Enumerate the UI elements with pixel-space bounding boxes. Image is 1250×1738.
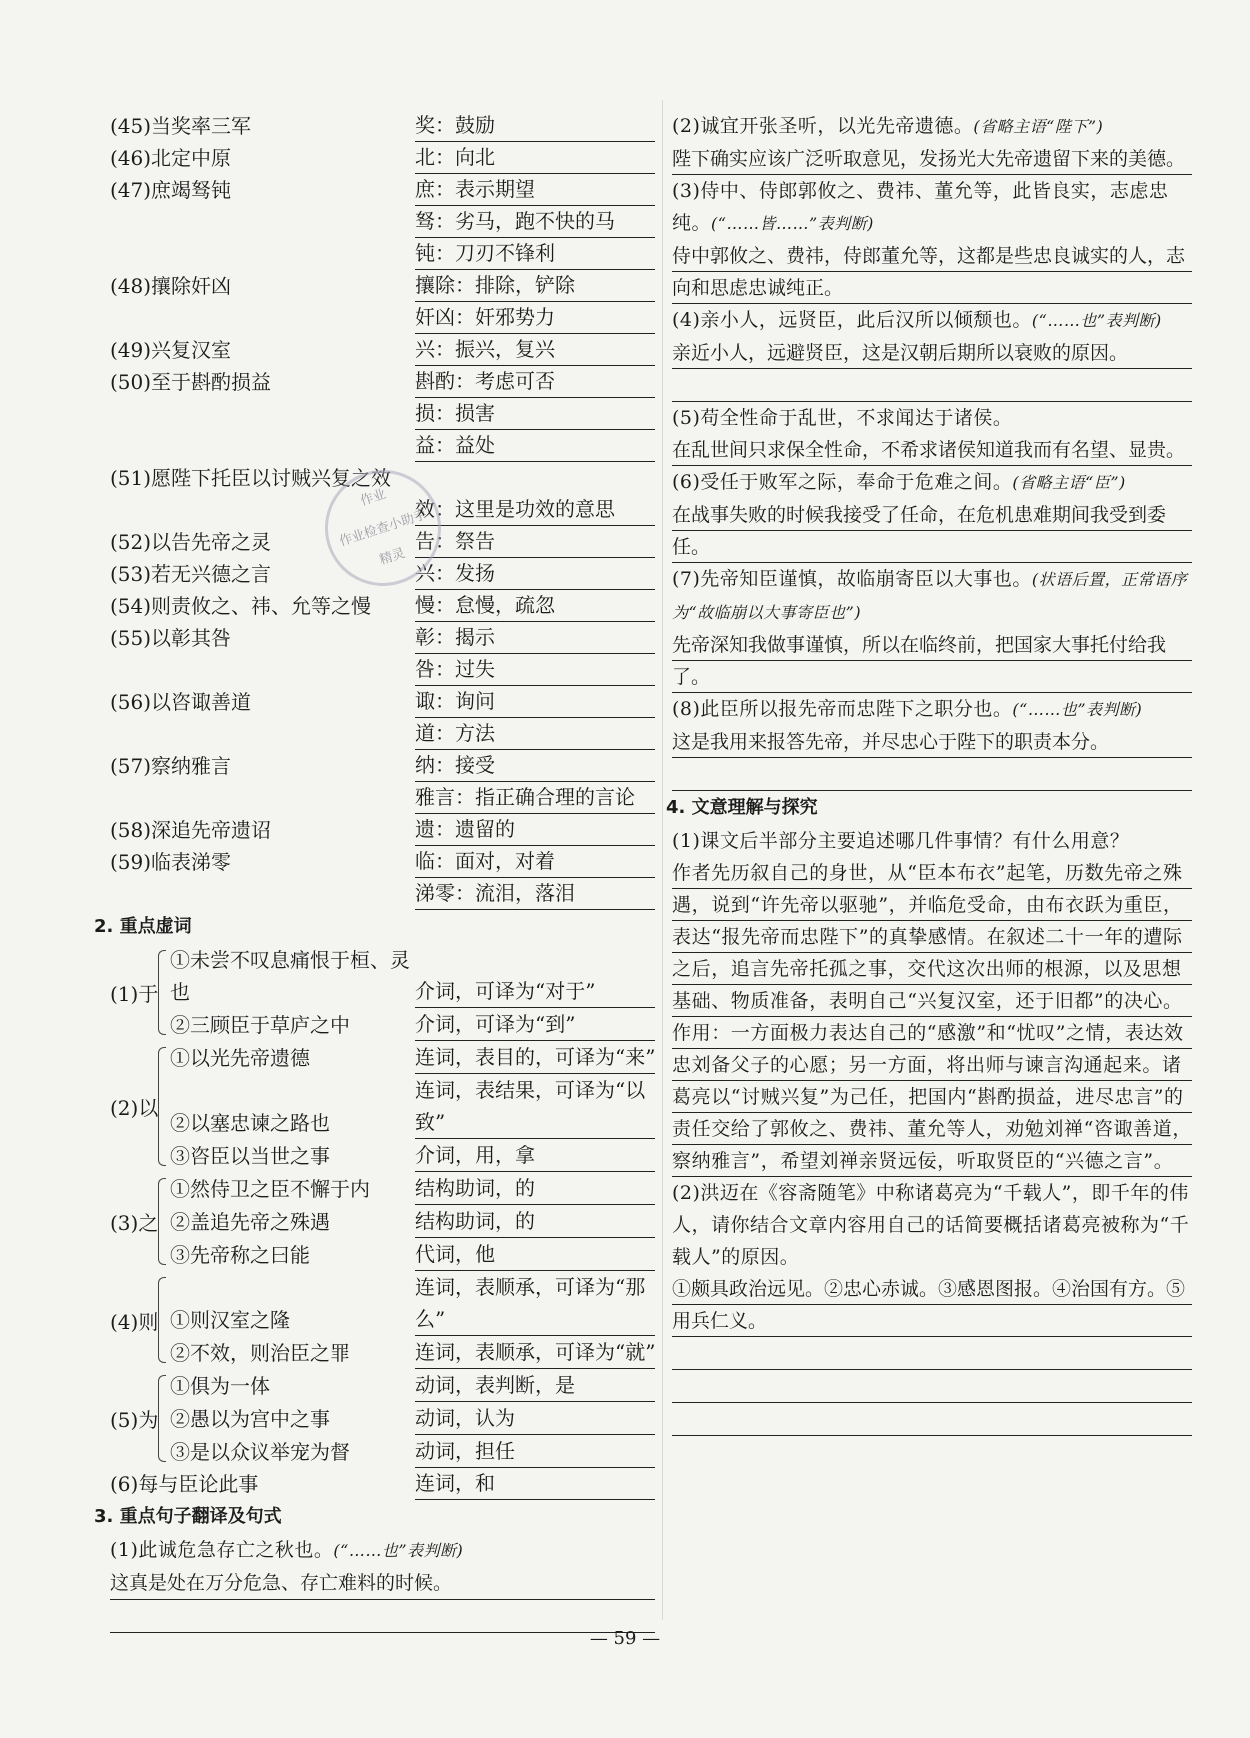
comprehension-answer: 作者先历叙自己的身世，从“臣本布衣”起笔，历数先帝之殊遇，说到“许先帝以驱驰”，并临危受命，由布衣跃为重臣，表达“报先帝而忠陛下”的真挚感情。在叙述二十一年的遭际之后，追言先帝托孤之事，交代这次出师的根源，以及思想基础、物质准备，表明自己“兴复汉室，还于旧都”的决心。作用：一方面极力表达自己的“感激”和“忧叹”之情，表达效忠刘备父子的心愿；另一方面，将出师与谏言沟通起来。诸葛亮以“讨贼兴复”为己任，把国内“斟酌损益，进尽忠言”的责任交给了郭攸之、费祎、董允等人，劝勉刘禅“咨诹善道，察纳雅言”，希望刘禅亲贤远佞，听取贤臣的“兴德之言”。 xyxy=(672,857,1192,1177)
function-word-item xyxy=(170,1139,655,1172)
translation-question xyxy=(672,693,1192,726)
example-sentence: ①未尝不叹息痛恨于桓、灵也 xyxy=(170,948,410,1004)
question-text: (4)亲小人，远贤臣，此后汉所以倾颓也。 xyxy=(672,309,1032,331)
function-word-item xyxy=(170,1205,655,1238)
function-word-item xyxy=(110,1468,655,1500)
vocab-row xyxy=(110,270,655,302)
vocab-gloss: 临：面对，对着 xyxy=(415,845,655,878)
right-column xyxy=(666,110,1192,1436)
vocab-word: (59)临表涕零 xyxy=(110,850,232,874)
question-text: (3)侍中、侍郎郭攸之、费祎、董允等，此皆良实，志虑忠纯。 xyxy=(672,180,1169,234)
vocab-row xyxy=(110,878,655,910)
blank-line xyxy=(672,1370,1192,1403)
blank-line xyxy=(672,369,1192,402)
vocab-gloss: 奖：鼓励 xyxy=(415,109,655,142)
answer: 介词，用，拿 xyxy=(415,1139,655,1172)
answer: 结构助词，的 xyxy=(415,1205,655,1238)
brace xyxy=(158,1178,166,1265)
vocab-gloss: 纳：接受 xyxy=(415,749,655,782)
translation-answer: 在战事失败的时候我接受了任命，在危机患难期间我受到委任。 xyxy=(672,499,1192,563)
question-note: (“……也”表判断) xyxy=(333,1541,464,1560)
section-heading-comprehension: 4. 文意理解与探究 xyxy=(666,797,818,818)
vocab-word: (52)以告先帝之灵 xyxy=(110,530,272,554)
vocab-word: (57)察纳雅言 xyxy=(110,754,232,778)
example-sentence: ②三顾臣于草庐之中 xyxy=(170,1013,350,1037)
section-heading-function-words: 2. 重点虚词 xyxy=(94,916,192,937)
example-sentence: ③先帝称之曰能 xyxy=(170,1243,310,1267)
answer: 连词，和 xyxy=(415,1467,655,1500)
vocab-row xyxy=(110,846,655,878)
vocab-gloss: 驽：劣马，跑不快的马 xyxy=(415,205,655,238)
example-sentence: ③咨臣以当世之事 xyxy=(170,1144,330,1168)
comprehension-question: (1)课文后半部分主要追述哪几件事情？有什么用意？ xyxy=(672,830,1130,852)
section-heading-translation: 3. 重点句子翻译及句式 xyxy=(94,1506,282,1527)
translation-answer: 在乱世间只求保全性命，不希求诸侯知道我而有名望、显贵。 xyxy=(672,434,1192,466)
vocab-gloss: 兴：振兴，复兴 xyxy=(415,333,655,366)
stamp-text: 精灵 xyxy=(377,545,408,569)
function-word-group xyxy=(110,1172,655,1271)
comprehension-answer: ①颇具政治远见。②忠心赤诚。③感恩图报。④治国有方。⑤用兵仁义。 xyxy=(672,1273,1192,1337)
question-text: (8)此臣所以报先帝而忠陛下之职分也。 xyxy=(672,698,1013,720)
question-note: (状语后置，正常语序为“故临崩以大事寄臣也”) xyxy=(672,570,1188,622)
vocab-gloss: 效：这里是功效的意思 xyxy=(415,493,655,526)
translation-question xyxy=(672,110,1192,143)
question-note: (“……也”表判断) xyxy=(1031,311,1162,330)
question-note: (省略主语“陛下”) xyxy=(973,117,1104,136)
function-word-group xyxy=(110,1271,655,1369)
vocab-gloss: 雅言：指正确合理的言论 xyxy=(415,781,655,814)
function-word-label: (3)之 xyxy=(110,1211,159,1235)
stamp-text: 作业检查小助手 xyxy=(337,507,429,550)
function-word-group xyxy=(110,1041,655,1172)
vocab-row xyxy=(110,334,655,366)
vocab-row xyxy=(110,206,655,238)
vocab-word: (51)愿陛下托臣以讨贼兴复之效 xyxy=(110,466,392,490)
stamp-text: 作业 xyxy=(358,486,388,510)
vocab-gloss: 斟酌：考虑可否 xyxy=(415,365,655,398)
vocab-word: (54)则责攸之、祎、允等之慢 xyxy=(110,594,372,618)
function-word-item xyxy=(170,1369,655,1402)
vocab-gloss: 咎：过失 xyxy=(415,653,655,686)
translation-answer: 侍中郭攸之、费祎，侍郎董允等，这都是些忠良诚实的人，志向和思虑忠诚纯正。 xyxy=(672,240,1192,304)
column-divider xyxy=(662,100,663,1620)
example-sentence: ①则汉室之隆 xyxy=(170,1308,290,1332)
translation-question xyxy=(672,175,1192,240)
function-word-label: (5)为 xyxy=(110,1408,159,1432)
function-word-item xyxy=(170,1041,655,1074)
example-sentence: ③是以众议举宠为督 xyxy=(170,1440,350,1464)
vocab-word: (53)若无兴德之言 xyxy=(110,562,272,586)
vocab-word: (56)以咨诹善道 xyxy=(110,690,252,714)
question-text: (1)此诚危急存亡之秋也。 xyxy=(110,1539,334,1561)
vocab-row xyxy=(110,782,655,814)
vocab-gloss: 奸凶：奸邪势力 xyxy=(415,301,655,334)
answer: 连词，表顺承，可译为“就” xyxy=(415,1336,655,1369)
function-word-label: (1)于 xyxy=(110,982,159,1006)
answer: 介词，可译为“对于” xyxy=(415,975,655,1008)
question-note: (“……皆……”表判断) xyxy=(711,214,874,233)
vocab-gloss: 益：益处 xyxy=(415,429,655,462)
left-column xyxy=(94,110,656,1633)
question-note: (省略主语“臣”) xyxy=(1012,473,1126,492)
vocab-gloss: 遗：遗留的 xyxy=(415,813,655,846)
blank-line xyxy=(672,1403,1192,1436)
answer: 动词，认为 xyxy=(415,1402,655,1435)
vocab-gloss: 北：向北 xyxy=(415,141,655,174)
vocab-row xyxy=(110,302,655,334)
vocab-gloss: 兴：发扬 xyxy=(415,557,655,590)
vocab-row xyxy=(110,142,655,174)
function-word-label: (4)则 xyxy=(110,1309,159,1334)
function-word-item xyxy=(170,1074,655,1139)
vocab-row xyxy=(110,622,655,654)
translation-question xyxy=(110,1534,655,1567)
function-word-item xyxy=(170,1402,655,1435)
vocab-gloss: 彰：揭示 xyxy=(415,621,655,654)
vocab-gloss: 涕零：流泪，落泪 xyxy=(415,877,655,910)
function-word-item xyxy=(170,1238,655,1271)
vocab-row xyxy=(110,814,655,846)
example-sentence: ①以光先帝遗德 xyxy=(170,1046,310,1070)
vocab-gloss: 道：方法 xyxy=(415,717,655,750)
blank-line xyxy=(672,1337,1192,1370)
function-word-label: (2)以 xyxy=(110,1096,159,1120)
vocab-gloss: 庶：表示期望 xyxy=(415,173,655,206)
example-sentence: (6)每与臣论此事 xyxy=(110,1472,259,1496)
translation-question xyxy=(672,563,1192,629)
vocab-row xyxy=(110,398,655,430)
function-word-item xyxy=(170,1008,655,1041)
vocab-row xyxy=(110,750,655,782)
vocab-row xyxy=(110,590,655,622)
question-text: (7)先帝知臣谨慎，故临崩寄臣以大事也。 xyxy=(672,568,1032,590)
vocab-word: (49)兴复汉室 xyxy=(110,338,232,362)
vocab-word: (46)北定中原 xyxy=(110,146,232,170)
answer: 结构助词，的 xyxy=(415,1172,655,1205)
answer: 动词，担任 xyxy=(415,1435,655,1468)
function-word-item xyxy=(170,1271,655,1336)
function-word-item xyxy=(170,1336,655,1369)
page-number: — 59 — xyxy=(589,1628,661,1649)
brace xyxy=(158,1375,166,1462)
example-sentence: ②愚以为宫中之事 xyxy=(170,1407,330,1431)
function-word-item xyxy=(170,1435,655,1468)
question-text: (6)受任于败军之际，奉命于危难之间。 xyxy=(672,471,1013,493)
function-word-group xyxy=(110,1369,655,1468)
translation-question: (5)苟全性命于乱世，不求闻达于诸侯。 xyxy=(672,407,1013,429)
vocab-row xyxy=(110,654,655,686)
vocab-word: (55)以彰其咎 xyxy=(110,626,232,650)
function-word-group xyxy=(110,944,655,1041)
answer: 连词，表结果，可译为“以致” xyxy=(415,1074,655,1139)
brace xyxy=(158,1047,166,1166)
translation-answer: 这真是处在万分危急、存亡难料的时候。 xyxy=(110,1567,655,1600)
example-sentence: ②以塞忠谏之路也 xyxy=(170,1111,330,1135)
vocab-gloss: 慢：怠慢，疏忽 xyxy=(415,589,655,622)
vocab-gloss: 损：损害 xyxy=(415,397,655,430)
translation-answer: 陛下确实应该广泛听取意见，发扬光大先帝遗留下来的美德。 xyxy=(672,143,1192,175)
vocab-gloss: 告：祭告 xyxy=(415,525,655,558)
vocab-word: (47)庶竭驽钝 xyxy=(110,178,232,202)
translation-answer: 亲近小人，远避贤臣，这是汉朝后期所以衰败的原因。 xyxy=(672,337,1192,369)
blank-line xyxy=(672,758,1192,791)
question-note: (“……也”表判断) xyxy=(1012,700,1143,719)
brace xyxy=(158,1277,166,1363)
answer: 代词，他 xyxy=(415,1238,655,1271)
function-word-item xyxy=(170,1172,655,1205)
vocab-row xyxy=(110,430,655,462)
answer: 介词，可译为“到” xyxy=(415,1008,655,1041)
translation-question xyxy=(672,466,1192,499)
vocab-gloss: 诹：询问 xyxy=(415,685,655,718)
vocab-row xyxy=(110,238,655,270)
comprehension-question: (2)洪迈在《容斋随笔》中称诸葛亮为“千载人”，即千年的伟人，请你结合文章内容用自己的话简要概括诸葛亮被称为“千载人”的原因。 xyxy=(672,1182,1190,1268)
answer: 连词，表顺承，可译为“那么” xyxy=(415,1271,655,1336)
example-sentence: ①然侍卫之臣不懈于内 xyxy=(170,1177,370,1201)
translation-answer: 这是我用来报答先帝，并尽忠心于陛下的职责本分。 xyxy=(672,726,1192,758)
function-word-item xyxy=(170,944,655,1008)
example-sentence: ①俱为一体 xyxy=(170,1374,270,1398)
example-sentence: ②不效，则治臣之罪 xyxy=(170,1341,350,1365)
vocab-row xyxy=(110,174,655,206)
answer: 连词，表目的，可译为“来” xyxy=(415,1041,655,1074)
vocab-gloss: 钝：刀刃不锋利 xyxy=(415,237,655,270)
example-sentence: ②盖追先帝之殊遇 xyxy=(170,1210,330,1234)
vocab-row xyxy=(110,110,655,142)
vocab-word: (45)当奖率三军 xyxy=(110,114,252,138)
brace xyxy=(158,950,166,1035)
vocab-row xyxy=(110,686,655,718)
vocab-word: (58)深追先帝遗诏 xyxy=(110,818,272,842)
answer: 动词，表判断，是 xyxy=(415,1369,655,1402)
vocab-row xyxy=(110,718,655,750)
vocab-gloss: 攘除：排除，铲除 xyxy=(415,269,655,302)
question-text: (2)诚宜开张圣听，以光先帝遗德。 xyxy=(672,115,974,137)
translation-question xyxy=(672,304,1192,337)
vocab-word: (48)攘除奸凶 xyxy=(110,274,232,298)
translation-answer: 先帝深知我做事谨慎，所以在临终前，把国家大事托付给我了。 xyxy=(672,629,1192,693)
vocab-word: (50)至于斟酌损益 xyxy=(110,370,272,394)
vocab-row xyxy=(110,366,655,398)
